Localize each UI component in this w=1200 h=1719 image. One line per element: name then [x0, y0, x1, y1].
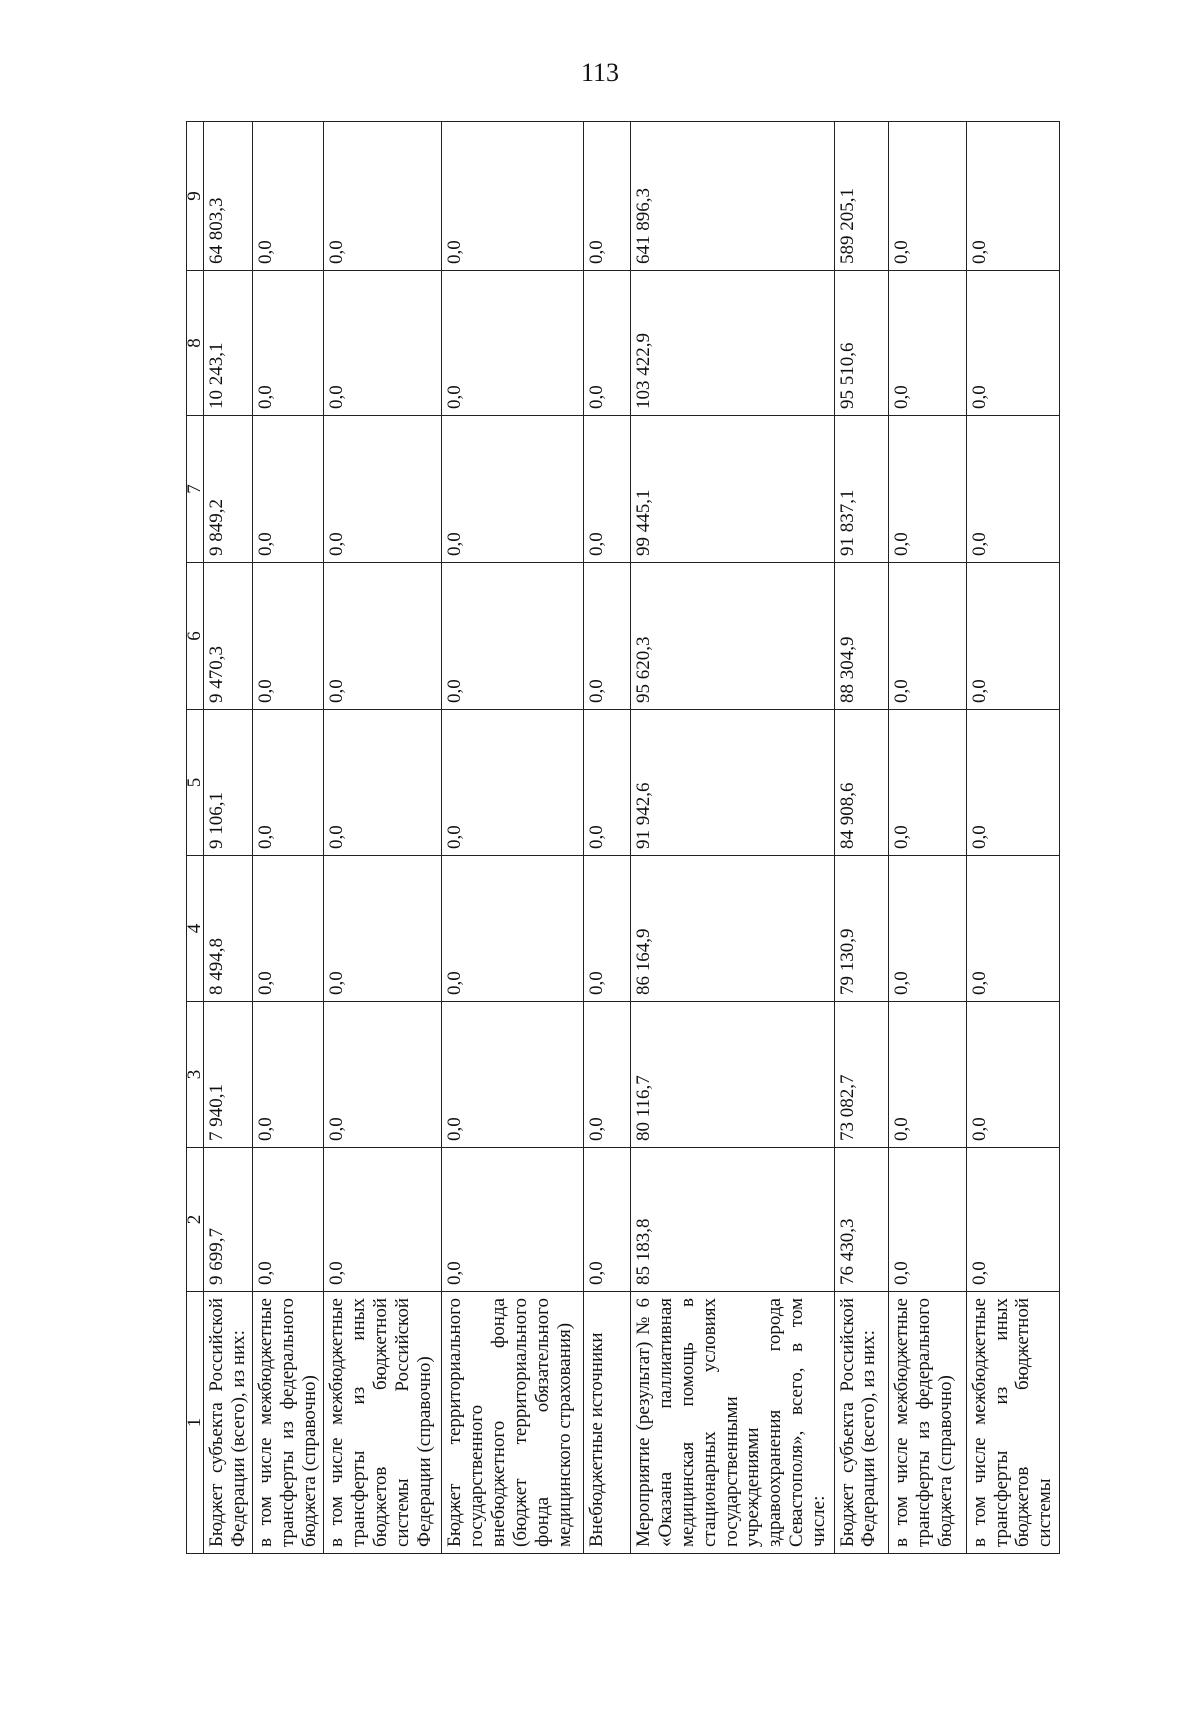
- row-value: 0,0: [889, 1148, 967, 1292]
- row-value: 589 205,1: [834, 122, 888, 271]
- row-label: Бюджет субъекта Российской Федерации (всего), из них:: [834, 1292, 888, 1554]
- row-value: 0,0: [442, 416, 583, 563]
- table-row: [889, 122, 967, 1554]
- row-value: 0,0: [889, 122, 967, 271]
- row-value: 84 908,6: [834, 710, 888, 856]
- row-value: 0,0: [889, 563, 967, 710]
- row-value: 0,0: [253, 856, 324, 1002]
- row-value: 0,0: [583, 1002, 630, 1148]
- row-value: 0,0: [583, 563, 630, 710]
- column-header: 2: [187, 1148, 204, 1292]
- row-value: 91 942,6: [631, 710, 834, 856]
- row-value: 103 422,9: [631, 271, 834, 416]
- row-value: 88 304,9: [834, 563, 888, 710]
- budget-table-rotated: [186, 122, 1060, 1554]
- row-value: 0,0: [889, 710, 967, 856]
- row-value: 73 082,7: [834, 1002, 888, 1148]
- row-value: 10 243,1: [204, 271, 253, 416]
- row-value: 0,0: [324, 710, 442, 856]
- column-number-row: [187, 122, 204, 1554]
- row-value: 0,0: [324, 856, 442, 1002]
- row-value: 0,0: [442, 1002, 583, 1148]
- row-value: 0,0: [442, 856, 583, 1002]
- row-value: 0,0: [583, 710, 630, 856]
- row-value: 9 470,3: [204, 563, 253, 710]
- row-value: 0,0: [442, 271, 583, 416]
- column-header: 3: [187, 1002, 204, 1148]
- row-value: 0,0: [889, 271, 967, 416]
- table-row: [204, 122, 253, 1554]
- row-value: 0,0: [966, 271, 1059, 416]
- row-value: 95 510,6: [834, 271, 888, 416]
- row-value: 0,0: [253, 563, 324, 710]
- row-value: 0,0: [324, 416, 442, 563]
- row-value: 0,0: [253, 122, 324, 271]
- row-value: 0,0: [583, 856, 630, 1002]
- row-value: 0,0: [583, 122, 630, 271]
- row-value: 0,0: [253, 416, 324, 563]
- row-value: 0,0: [583, 416, 630, 563]
- column-header: 9: [187, 122, 204, 271]
- row-value: 0,0: [324, 1148, 442, 1292]
- row-value: 0,0: [966, 416, 1059, 563]
- row-label: Внебюджетные источники: [583, 1292, 630, 1554]
- row-value: 641 896,3: [631, 122, 834, 271]
- table-row: [253, 122, 324, 1554]
- row-label: Бюджет территориального государственного внебюджетного фонда (бюджет территориального фонда обязательного медицинского страхования): [442, 1292, 583, 1554]
- row-value: 0,0: [583, 1148, 630, 1292]
- row-value: 0,0: [442, 122, 583, 271]
- row-value: 0,0: [966, 563, 1059, 710]
- row-value: 0,0: [889, 856, 967, 1002]
- row-value: 0,0: [966, 1148, 1059, 1292]
- row-value: 0,0: [253, 1148, 324, 1292]
- row-value: 0,0: [324, 122, 442, 271]
- row-value: 80 116,7: [631, 1002, 834, 1148]
- row-value: 0,0: [889, 1002, 967, 1148]
- row-value: 0,0: [889, 416, 967, 563]
- table-row: [834, 122, 888, 1554]
- row-value: 9 106,1: [204, 710, 253, 856]
- row-value: 95 620,3: [631, 563, 834, 710]
- table-row: [324, 122, 442, 1554]
- row-value: 86 164,9: [631, 856, 834, 1002]
- row-value: 0,0: [966, 856, 1059, 1002]
- page-number: 113: [580, 58, 620, 87]
- row-label: в том числе межбюджетные трансферты из иных бюджетов бюджетной системы Российской Федерации (справочно): [324, 1292, 442, 1554]
- row-value: 0,0: [966, 1002, 1059, 1148]
- row-value: 0,0: [442, 563, 583, 710]
- column-header: 1: [187, 1292, 204, 1554]
- table-body: [184, 122, 1060, 1554]
- table-row: [631, 122, 834, 1554]
- row-value: 76 430,3: [834, 1148, 888, 1292]
- row-value: 64 803,3: [204, 122, 253, 271]
- row-value: 9 699,7: [204, 1148, 253, 1292]
- table-row: [966, 122, 1059, 1554]
- row-value: 0,0: [966, 122, 1059, 271]
- row-label: в том числе межбюджетные трансферты из федерального бюджета (справочно): [889, 1292, 967, 1554]
- column-header: 8: [187, 271, 204, 416]
- row-value: 0,0: [324, 1002, 442, 1148]
- row-value: 9 849,2: [204, 416, 253, 563]
- row-value: 79 130,9: [834, 856, 888, 1002]
- row-value: 7 940,1: [204, 1002, 253, 1148]
- row-value: 0,0: [253, 1002, 324, 1148]
- row-value: 0,0: [324, 271, 442, 416]
- row-value: 8 494,8: [204, 856, 253, 1002]
- table-row: [583, 122, 630, 1554]
- row-value: 0,0: [324, 563, 442, 710]
- row-label: в том числе межбюджетные трансферты из иных бюджетов бюджетной системы: [966, 1292, 1059, 1554]
- column-header: 6: [187, 563, 204, 710]
- column-header: 4: [187, 856, 204, 1002]
- row-label: Мероприятие (результат) № 6 «Оказана паллиативная медицинская помощь в стационарных условиях государственными учреждениями здравоохранения города Севастополя», всего, в том числе:: [631, 1292, 834, 1554]
- row-value: 91 837,1: [834, 416, 888, 563]
- row-label: Бюджет субъекта Российской Федерации (всего), из них:: [204, 1292, 253, 1554]
- row-value: 0,0: [253, 710, 324, 856]
- row-value: 0,0: [966, 710, 1059, 856]
- row-value: 0,0: [442, 710, 583, 856]
- row-value: 0,0: [583, 271, 630, 416]
- row-value: 85 183,8: [631, 1148, 834, 1292]
- row-value: 0,0: [442, 1148, 583, 1292]
- row-value: 99 445,1: [631, 416, 834, 563]
- budget-table: [186, 121, 1060, 1554]
- column-header: 7: [187, 416, 204, 563]
- row-label: в том числе межбюджетные трансферты из федерального бюджета (справочно): [253, 1292, 324, 1554]
- column-header: 5: [187, 710, 204, 856]
- row-value: 0,0: [253, 271, 324, 416]
- table-row: [442, 122, 583, 1554]
